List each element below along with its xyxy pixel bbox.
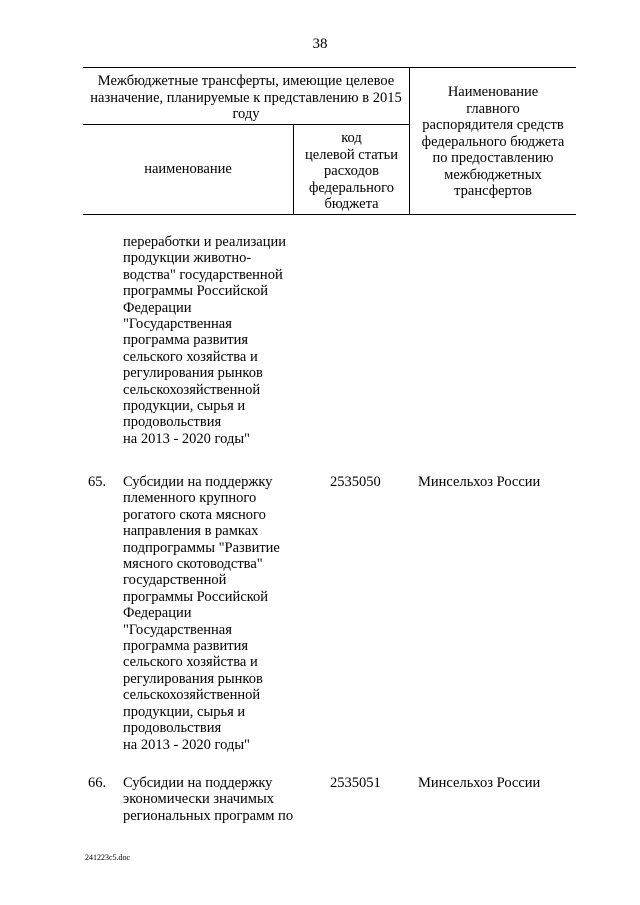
row-continuation-name: переработки и реализации продукции животно- водства" государственной программы Российской Федерации "Государственная программа развития сельского хозяйства и регулирования рынков сельскохозяйственной продукции, сырья и продовольствия на 2013 - 2020 годы" [123, 234, 287, 447]
header-col-admin: Наименование главного распорядителя средств федерального бюджета по предоставлению межбюджетных трансфертов [421, 84, 565, 199]
page-number: 38 [312, 36, 328, 52]
row-admin: Минсельхоз России [418, 474, 541, 490]
header-col-name: наименование [144, 161, 232, 177]
header-mid-rule [83, 124, 409, 125]
row-name: Субсидии на поддержку экономически значимых региональных программ по [123, 775, 294, 824]
row-number: 65. [88, 474, 107, 490]
header-bottom-rule [83, 214, 576, 215]
header-group-title: Межбюджетные трансферты, имеющие целевое назначение, планируемые к представлению в 2015 году [90, 73, 402, 122]
row-number: 66. [88, 775, 107, 791]
row-admin: Минсельхоз России [418, 775, 541, 791]
row-code: 2535051 [330, 775, 381, 791]
header-top-rule [83, 67, 576, 68]
header-col-code: код целевой статьи расходов федерального бюджета [305, 130, 398, 212]
row-name: Субсидии на поддержку племенного крупного рогатого скота мясного направления в рамках подпрограммы "Развитие мясного скотоводства" государственной программы Российской Федерации "Государственная программа развития сельского хозяйства и регулирования рынков сельскохозяйственной продукции, сырья и продовольствия на 2013 - 2020 годы" [123, 474, 280, 753]
document-footer: 241223с5.doc [85, 853, 131, 862]
row-code: 2535050 [330, 474, 381, 490]
